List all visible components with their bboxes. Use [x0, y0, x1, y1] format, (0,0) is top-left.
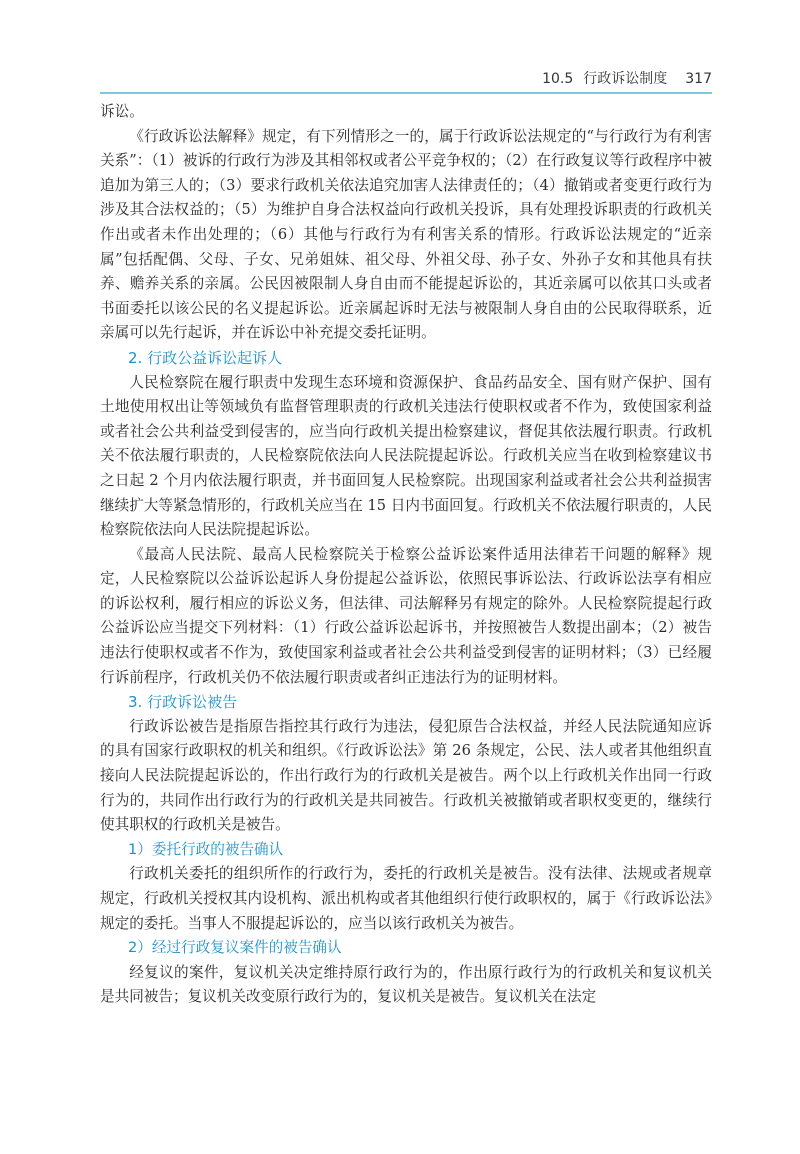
- running-header: [100, 66, 712, 94]
- subsection-heading: 2）经过行政复议案件的被告确认: [128, 939, 342, 957]
- paragraph: 行政机关委托的组织所作的行政行为，委托的行政机关是被告。没有法律、法规或者规章规定，行政机关授权其内设机构、派出机构或者其他组织行使行政职权的，属于《行政诉讼法》规定的委托。当事人不服提起诉讼的，应当以该行政机关为被告。: [100, 865, 712, 932]
- paragraph: 诉讼。: [100, 103, 144, 120]
- page-body: [100, 100, 712, 1010]
- paragraph: 人民检察院在履行职责中发现生态环境和资源保护、食品药品安全、国有财产保护、国有土地使用权出让等领域负有监督管理职责的行政机关违法行使职权或者不作为，致使国家利益或者社会公共利益受到侵害的，应当向行政机关提出检察建议，督促其依法履行职责。行政机关不依法履行职责的，人民检察院依法向人民法院提起诉讼。行政机关应当在收到检察建议书之日起 2 个月内依法履行职责，并书面回复人民检察院。出现国家利益或者社会公共利益损害继续扩大等紧急情形的，行政机关应当在 15 日内书面回复。行政机关不依法履行职责的，人民检察院依法向人民法院提起诉讼。: [100, 373, 712, 539]
- subsection-heading: 1）委托行政的被告确认: [128, 840, 284, 858]
- header-section-title: 行政诉讼制度: [583, 71, 668, 87]
- paragraph: 《行政诉讼法解释》规定，有下列情形之一的，属于行政诉讼法规定的“与行政行为有利害关系”：（1）被诉的行政行为涉及其相邻权或者公平竞争权的；（2）在行政复议等行政程序中被追加为第三人的；（3）要求行政机关依法追究加害人法律责任的；（4）撤销或者变更行政行为涉及其合法权益的；（5）为维护自身合法权益向行政机关投诉，具有处理投诉职责的行政机关作出或者未作出处理的；（6）其他与行政行为有利害关系的情形。行政诉讼法规定的“近亲属”包括配偶、父母、子女、兄弟姐妹、祖父母、外祖父母、孙子女、外孙子女和其他具有扶养、赡养关系的亲属。公民因被限制人身自由而不能提起诉讼的，其近亲属可以依其口头或者书面委托以该公民的名义提起诉讼。近亲属起诉时无法与被限制人身自由的公民取得联系，近亲属可以先行起诉，并在诉讼中补充提交委托证明。: [100, 127, 712, 342]
- header-text: [542, 68, 712, 88]
- paragraph: 经复议的案件，复议机关决定维持原行政行为的，作出原行政行为的行政机关和复议机关是共同被告；复议机关改变原行政行为的，复议机关是被告。复议机关在法定: [100, 963, 712, 1006]
- paragraph: 行政诉讼被告是指原告指控其行政行为违法，侵犯原告合法权益，并经人民法院通知应诉的具有国家行政职权的机关和组织。《行政诉讼法》第 26 条规定，公民、法人或者其他组织直接向人民法院提起诉讼的，作出行政行为的行政机关是被告。两个以上行政机关作出同一行政行为的，共同作出行政行为的行政机关是共同被告。行政机关被撤销或者职权变更的，继续行使其职权的行政机关是被告。: [100, 717, 712, 834]
- section-heading: 3. 行政诉讼被告: [128, 693, 238, 712]
- section-heading: 2. 行政公益诉讼起诉人: [128, 348, 283, 367]
- header-rule: [100, 92, 712, 94]
- page-number: 317: [685, 71, 712, 87]
- paragraph: 《最高人民法院、最高人民检察院关于检察公益诉讼案件适用法律若干问题的解释》规定，人民检察院以公益诉讼起诉人身份提起公益诉讼，依照民事诉讼法、行政诉讼法享有相应的诉讼权利，履行相应的诉讼义务，但法律、司法解释另有规定的除外。人民检察院提起行政公益诉讼应当提交下列材料：（1）行政公益诉讼起诉书，并按照被告人数提出副本；（2）被告违法行使职权或者不作为，致使国家利益或者社会公共利益受到侵害的证明材料；（3）已经履行诉前程序，行政机关仍不依法履行职责或者纠正违法行为的证明材料。: [100, 545, 712, 686]
- header-section-number: 10.5: [542, 71, 574, 87]
